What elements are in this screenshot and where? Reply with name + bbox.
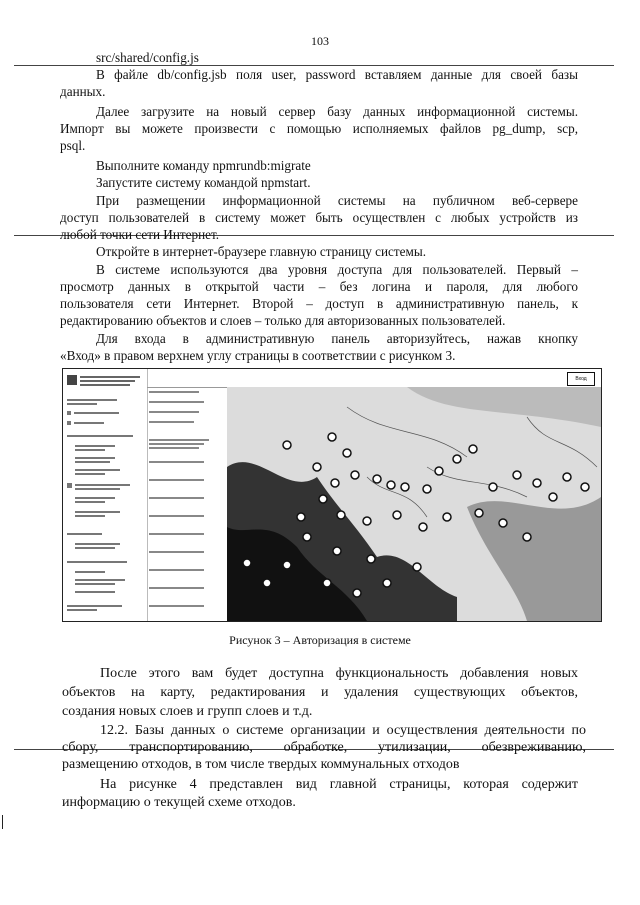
layer-list-content xyxy=(147,387,227,621)
map-view[interactable] xyxy=(227,387,601,621)
paragraph-line: любой точки сети Интернет. xyxy=(60,227,220,242)
paragraph-line: пользователя сети Интернет. Второй – доступ в административную панель, к xyxy=(60,296,578,311)
paragraph-line: Выполните команду npmrundb:migrate xyxy=(96,158,311,173)
paragraph-line: 12.2. Базы данных о системе организации и осуществления деятельности по xyxy=(100,723,586,738)
paragraph-line: просмотр данных в открытой части – без логина и пароля, для любого xyxy=(60,279,578,294)
paragraph-line: После этого вам будет доступна функциональность добавления новых xyxy=(100,666,578,681)
paragraph-line: объектов на карту, редактирования и удаления существующих объектов, xyxy=(62,685,578,700)
paragraph-line: Далее загрузите на новый сервер базу данных информационной системы. xyxy=(96,104,578,119)
paragraph-line: В системе используются два уровня доступа для пользователей. Первый – xyxy=(96,262,578,277)
login-button[interactable]: Вход xyxy=(567,372,595,386)
paragraph-line: В файле db/config.jsb поля user, password вставляем данные для своей базы xyxy=(96,67,578,82)
paragraph-line: размещению отходов, в том числе твердых коммунальных отходов xyxy=(62,757,460,772)
paragraph-line: «Вход» в правом верхнем углу страницы в соответствии с рисунком 3. xyxy=(60,348,456,363)
paragraph-line: Запустите систему командой npmstart. xyxy=(96,175,311,190)
paragraph-line: psql. xyxy=(60,138,86,153)
map-graphic xyxy=(227,387,601,621)
paragraph-line: На рисунке 4 представлен вид главной страницы, которая содержит xyxy=(100,777,578,792)
paragraph-line: src/shared/config.js xyxy=(96,50,199,65)
paragraph-line: информацию о текущей схеме отходов. xyxy=(62,795,296,810)
paragraph-line: Импорт вы можете произвести с помощью исполняемых файлов pg_dump, scp, xyxy=(60,121,578,136)
paragraph-line: данных. xyxy=(60,84,106,99)
layer-list xyxy=(147,387,227,621)
paragraph-line: сбору, транспортированию, обработке, утилизации, обезвреживанию, xyxy=(62,740,586,755)
page-number: 103 xyxy=(311,34,329,48)
paragraph-line: Для входа в административную панель авторизуйтесь, нажав кнопку xyxy=(96,331,578,346)
paragraph-line: При размещении информационной системы на публичном веб-сервере xyxy=(96,193,578,208)
paragraph-line: Откройте в интернет-браузере главную страницу системы. xyxy=(96,244,427,259)
figure-screenshot xyxy=(62,368,602,622)
sidebar-content xyxy=(63,369,147,621)
sidebar-panel xyxy=(63,369,148,621)
paragraph-line: создания новых слоев и групп слоев и т.д. xyxy=(62,704,313,719)
figure-caption: Рисунок 3 – Авторизация в системе xyxy=(229,633,411,647)
margin-mark xyxy=(2,815,3,829)
paragraph-line: доступ пользователей в систему может быть осуществлен с любых устройств из xyxy=(60,210,578,225)
figure-top-bar xyxy=(147,369,601,388)
paragraph-line: редактированию объектов и слоев – только для авторизованных пользователей. xyxy=(60,313,506,328)
